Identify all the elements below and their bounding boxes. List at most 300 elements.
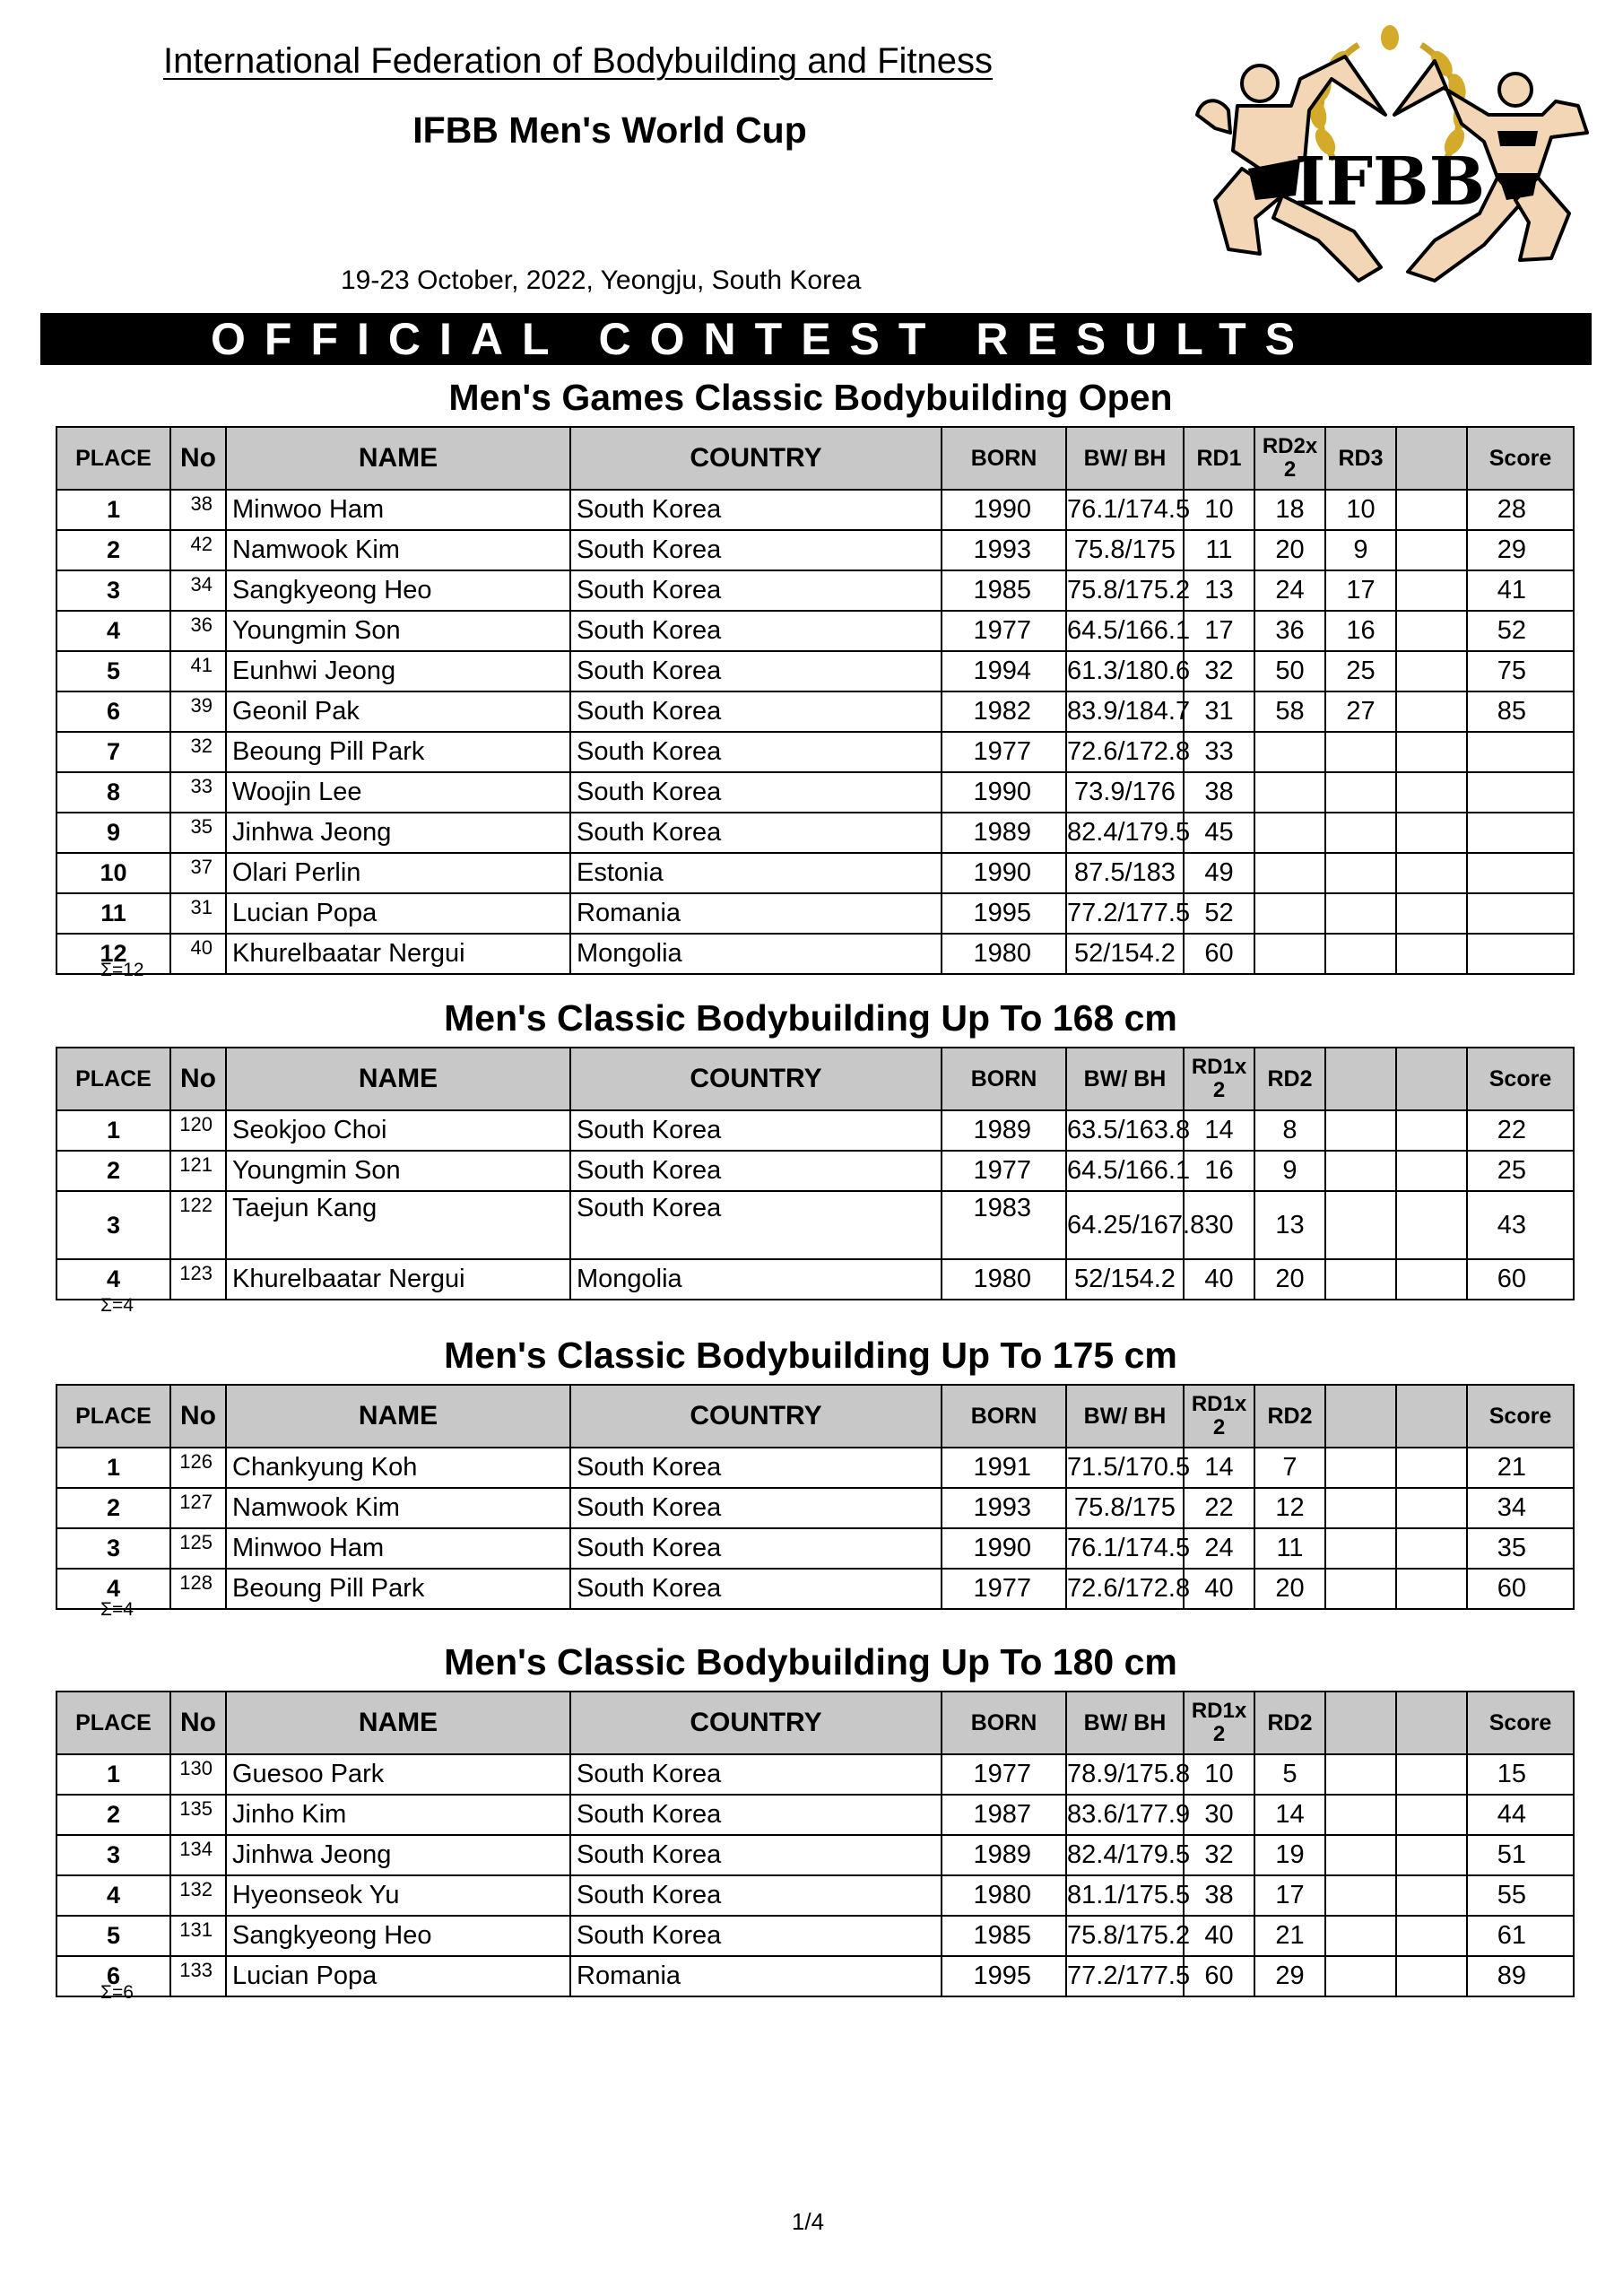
cell-born: 1993 — [942, 1488, 1066, 1528]
cell-round-4 — [1396, 1448, 1467, 1488]
category-title: Men's Classic Bodybuilding Up To 175 cm — [444, 1335, 1177, 1376]
cell-score: 22 — [1467, 1110, 1574, 1151]
category-title: Men's Games Classic Bodybuilding Open — [448, 377, 1173, 418]
cell-born: 1990 — [942, 490, 1066, 530]
cell-place: 8 — [56, 772, 170, 813]
cell-round-2: 7 — [1254, 1448, 1325, 1488]
cell-score — [1467, 813, 1574, 853]
cell-no: 33 — [170, 772, 226, 813]
cell-name: Woojin Lee — [226, 772, 570, 813]
cell-place: 1 — [56, 1754, 170, 1795]
cell-round-1: 31 — [1184, 691, 1254, 732]
page-number: 1/4 — [791, 2208, 825, 2235]
cell-round-3 — [1325, 893, 1396, 934]
cell-country: South Korea — [570, 691, 942, 732]
cell-place: 4 — [56, 1875, 170, 1916]
cell-place: 2 — [56, 530, 170, 570]
cell-round-4 — [1396, 1795, 1467, 1835]
cell-round-3 — [1325, 1259, 1396, 1300]
cell-name: Olari Perlin — [226, 853, 570, 893]
cell-no: 132 — [170, 1875, 226, 1916]
cell-name: Khurelbaatar Nergui — [226, 1259, 570, 1300]
cell-round-3 — [1325, 1956, 1396, 1996]
table-row — [56, 1875, 1574, 1916]
cell-round-2: 58 — [1254, 691, 1325, 732]
cell-round-1: 10 — [1184, 490, 1254, 530]
cell-country: South Korea — [570, 1795, 942, 1835]
cell-round-1: 40 — [1184, 1916, 1254, 1956]
cell-bwbh: 87.5/183 — [1066, 853, 1184, 893]
competitor-count: Σ=12 — [100, 960, 144, 980]
cell-no: 38 — [170, 490, 226, 530]
cell-score — [1467, 853, 1574, 893]
cell-round-2: 17 — [1254, 1875, 1325, 1916]
cell-round-2: 18 — [1254, 490, 1325, 530]
cell-round-1: 32 — [1184, 651, 1254, 691]
cell-no: 122 — [170, 1191, 226, 1259]
cell-round-3 — [1325, 1795, 1396, 1835]
cell-round-2: 20 — [1254, 1569, 1325, 1609]
col-round-2: RD2 — [1254, 1048, 1325, 1110]
table-row — [56, 1110, 1574, 1151]
col-name: NAME — [226, 1385, 570, 1448]
col-name: NAME — [226, 427, 570, 490]
cell-bwbh: 52/154.2 — [1066, 1259, 1184, 1300]
cell-round-2: 21 — [1254, 1916, 1325, 1956]
cell-no: 35 — [170, 813, 226, 853]
col-round-1: RD1x 2 — [1184, 1048, 1254, 1110]
cell-round-2: 50 — [1254, 651, 1325, 691]
table-row — [56, 490, 1574, 530]
cell-place: 4 — [56, 1259, 170, 1300]
cell-round-3 — [1325, 1110, 1396, 1151]
cell-round-1: 52 — [1184, 893, 1254, 934]
cell-no: 34 — [170, 570, 226, 611]
cell-name: Namwook Kim — [226, 530, 570, 570]
cell-score: 75 — [1467, 651, 1574, 691]
cell-bwbh: 75.8/175.2 — [1066, 570, 1184, 611]
col-bwbh: BW/ BH — [1066, 1385, 1184, 1448]
cell-score: 89 — [1467, 1956, 1574, 1996]
cell-place: 11 — [56, 893, 170, 934]
cell-score: 34 — [1467, 1488, 1574, 1528]
cell-bwbh: 83.9/184.7 — [1066, 691, 1184, 732]
table-row — [56, 772, 1574, 813]
table-row — [56, 1448, 1574, 1488]
table-row — [56, 1488, 1574, 1528]
col-country: COUNTRY — [570, 427, 942, 490]
ifbb-logo-text: IFBB — [1294, 144, 1486, 221]
cell-round-2: 20 — [1254, 1259, 1325, 1300]
cell-round-3: 27 — [1325, 691, 1396, 732]
cell-place: 5 — [56, 1916, 170, 1956]
cell-round-3 — [1325, 1448, 1396, 1488]
table-row — [56, 530, 1574, 570]
cell-round-1: 33 — [1184, 732, 1254, 772]
cell-country: South Korea — [570, 611, 942, 651]
cell-round-4 — [1396, 1569, 1467, 1609]
cell-name: Beoung Pill Park — [226, 732, 570, 772]
cell-name: Youngmin Son — [226, 1151, 570, 1191]
cell-bwbh: 75.8/175 — [1066, 1488, 1184, 1528]
col-score: Score — [1467, 1385, 1574, 1448]
cell-round-1: 24 — [1184, 1528, 1254, 1569]
col-round-3 — [1325, 1385, 1396, 1448]
cell-round-1: 60 — [1184, 1956, 1254, 1996]
cell-no: 120 — [170, 1110, 226, 1151]
cell-round-4 — [1396, 853, 1467, 893]
cell-round-2: 8 — [1254, 1110, 1325, 1151]
col-round-3: RD3 — [1325, 427, 1396, 490]
col-bwbh: BW/ BH — [1066, 1048, 1184, 1110]
table-row — [56, 1569, 1574, 1609]
cell-round-1: 38 — [1184, 1875, 1254, 1916]
col-country: COUNTRY — [570, 1385, 942, 1448]
cell-round-2 — [1254, 853, 1325, 893]
cell-round-4 — [1396, 651, 1467, 691]
cell-round-3: 25 — [1325, 651, 1396, 691]
cell-no: 135 — [170, 1795, 226, 1835]
table-row — [56, 934, 1574, 974]
table-row — [56, 853, 1574, 893]
col-place: PLACE — [56, 1692, 170, 1754]
col-country: COUNTRY — [570, 1692, 942, 1754]
cell-bwbh: 64.5/166.1 — [1066, 611, 1184, 651]
cell-round-4 — [1396, 813, 1467, 853]
cell-round-2 — [1254, 772, 1325, 813]
table-row — [56, 570, 1574, 611]
col-born: BORN — [942, 1048, 1066, 1110]
col-country: COUNTRY — [570, 1048, 942, 1110]
cell-round-4 — [1396, 1528, 1467, 1569]
cell-name: Lucian Popa — [226, 1956, 570, 1996]
col-no: No — [170, 1692, 226, 1754]
col-born: BORN — [942, 427, 1066, 490]
col-name: NAME — [226, 1048, 570, 1110]
cell-round-3 — [1325, 1916, 1396, 1956]
cell-country: South Korea — [570, 1835, 942, 1875]
table-header-row — [56, 427, 1574, 490]
cell-round-4 — [1396, 1110, 1467, 1151]
cell-bwbh: 82.4/179.5 — [1066, 1835, 1184, 1875]
table-row — [56, 1754, 1574, 1795]
cell-round-1: 45 — [1184, 813, 1254, 853]
cell-no: 134 — [170, 1835, 226, 1875]
cell-round-2: 20 — [1254, 530, 1325, 570]
cell-place: 4 — [56, 1569, 170, 1609]
cell-bwbh: 71.5/170.5 — [1066, 1448, 1184, 1488]
cell-country: Mongolia — [570, 1259, 942, 1300]
cell-round-4 — [1396, 1151, 1467, 1191]
cell-no: 126 — [170, 1448, 226, 1488]
cell-round-3 — [1325, 853, 1396, 893]
cell-round-2: 14 — [1254, 1795, 1325, 1835]
cell-place: 2 — [56, 1151, 170, 1191]
cell-born: 1983 — [942, 1191, 1066, 1259]
cell-born: 1982 — [942, 691, 1066, 732]
cell-score: 25 — [1467, 1151, 1574, 1191]
col-born: BORN — [942, 1692, 1066, 1754]
cell-born: 1993 — [942, 530, 1066, 570]
cell-bwbh: 64.5/166.1 — [1066, 1151, 1184, 1191]
cell-bwbh: 82.4/179.5 — [1066, 813, 1184, 853]
cell-place: 3 — [56, 1191, 170, 1259]
table-row — [56, 611, 1574, 651]
table-row — [56, 1191, 1574, 1259]
competitor-count: Σ=4 — [100, 1295, 134, 1316]
cell-score — [1467, 732, 1574, 772]
cell-round-1: 40 — [1184, 1259, 1254, 1300]
cell-round-1: 10 — [1184, 1754, 1254, 1795]
cell-bwbh: 64.25/167.8 — [1066, 1191, 1184, 1259]
cell-name: Jinhwa Jeong — [226, 813, 570, 853]
col-round-1: RD1x 2 — [1184, 1692, 1254, 1754]
cell-bwbh: 72.6/172.8 — [1066, 1569, 1184, 1609]
cell-score: 21 — [1467, 1448, 1574, 1488]
cell-round-4 — [1396, 1875, 1467, 1916]
cell-place: 4 — [56, 611, 170, 651]
cell-score — [1467, 772, 1574, 813]
cell-round-2 — [1254, 732, 1325, 772]
cell-round-3 — [1325, 934, 1396, 974]
col-round-1: RD1 — [1184, 427, 1254, 490]
results-table — [56, 1691, 1575, 1997]
cell-born: 1985 — [942, 1916, 1066, 1956]
table-row — [56, 651, 1574, 691]
col-name: NAME — [226, 1692, 570, 1754]
cell-no: 40 — [170, 934, 226, 974]
cell-round-3 — [1325, 1835, 1396, 1875]
cell-round-4 — [1396, 1191, 1467, 1259]
cell-country: South Korea — [570, 1151, 942, 1191]
official-results-banner: OFFICIAL CONTEST RESULTS — [40, 313, 1592, 365]
table-row — [56, 1956, 1574, 1996]
cell-score: 61 — [1467, 1916, 1574, 1956]
cell-place: 6 — [56, 1956, 170, 1996]
cell-country: South Korea — [570, 732, 942, 772]
cell-score — [1467, 934, 1574, 974]
cell-round-3: 9 — [1325, 530, 1396, 570]
cell-round-3 — [1325, 732, 1396, 772]
cell-country: South Korea — [570, 1569, 942, 1609]
cell-round-3 — [1325, 1754, 1396, 1795]
cell-place: 3 — [56, 1835, 170, 1875]
cell-score: 85 — [1467, 691, 1574, 732]
cell-round-2: 11 — [1254, 1528, 1325, 1569]
cell-bwbh: 72.6/172.8 — [1066, 732, 1184, 772]
cell-name: Lucian Popa — [226, 893, 570, 934]
cell-no: 37 — [170, 853, 226, 893]
cell-country: Estonia — [570, 853, 942, 893]
cell-country: Mongolia — [570, 934, 942, 974]
cell-round-3: 17 — [1325, 570, 1396, 611]
cell-round-2: 13 — [1254, 1191, 1325, 1259]
cell-round-2: 5 — [1254, 1754, 1325, 1795]
cell-round-2 — [1254, 934, 1325, 974]
cell-place: 7 — [56, 732, 170, 772]
cell-round-4 — [1396, 934, 1467, 974]
col-round-4 — [1396, 1048, 1467, 1110]
cell-score: 15 — [1467, 1754, 1574, 1795]
cell-born: 1995 — [942, 893, 1066, 934]
cell-round-4 — [1396, 1488, 1467, 1528]
cell-name: Guesoo Park — [226, 1754, 570, 1795]
cell-round-2: 24 — [1254, 570, 1325, 611]
cell-bwbh: 76.1/174.5 — [1066, 1528, 1184, 1569]
cell-score: 52 — [1467, 611, 1574, 651]
cell-bwbh: 73.9/176 — [1066, 772, 1184, 813]
cell-born: 1977 — [942, 1569, 1066, 1609]
col-round-2: RD2 — [1254, 1692, 1325, 1754]
cell-round-4 — [1396, 732, 1467, 772]
col-no: No — [170, 427, 226, 490]
cell-bwbh: 83.6/177.9 — [1066, 1795, 1184, 1835]
cell-country: Romania — [570, 1956, 942, 1996]
cell-country: South Korea — [570, 530, 942, 570]
cell-country: South Korea — [570, 1875, 942, 1916]
cell-score: 28 — [1467, 490, 1574, 530]
cell-score: 60 — [1467, 1569, 1574, 1609]
cell-born: 1989 — [942, 813, 1066, 853]
cell-round-1: 16 — [1184, 1151, 1254, 1191]
cell-born: 1990 — [942, 772, 1066, 813]
cell-no: 125 — [170, 1528, 226, 1569]
table-row — [56, 1795, 1574, 1835]
cell-name: Youngmin Son — [226, 611, 570, 651]
cell-place: 1 — [56, 490, 170, 530]
col-round-3 — [1325, 1048, 1396, 1110]
cell-name: Taejun Kang — [226, 1191, 570, 1259]
cell-born: 1985 — [942, 570, 1066, 611]
cell-place: 3 — [56, 570, 170, 611]
cell-round-3 — [1325, 813, 1396, 853]
cell-round-1: 30 — [1184, 1191, 1254, 1259]
cell-born: 1990 — [942, 1528, 1066, 1569]
cell-place: 9 — [56, 813, 170, 853]
category-title: Men's Classic Bodybuilding Up To 168 cm — [444, 997, 1177, 1039]
cell-name: Minwoo Ham — [226, 490, 570, 530]
cell-round-1: 40 — [1184, 1569, 1254, 1609]
cell-round-3 — [1325, 1875, 1396, 1916]
cell-round-1: 13 — [1184, 570, 1254, 611]
table-row — [56, 691, 1574, 732]
cell-born: 1980 — [942, 934, 1066, 974]
cell-country: South Korea — [570, 1110, 942, 1151]
cell-bwbh: 77.2/177.5 — [1066, 893, 1184, 934]
results-table — [56, 1047, 1575, 1300]
cell-round-2: 9 — [1254, 1151, 1325, 1191]
col-round-1: RD1x 2 — [1184, 1385, 1254, 1448]
cell-round-1: 30 — [1184, 1795, 1254, 1835]
ifbb-logo — [1175, 25, 1605, 312]
cell-round-4 — [1396, 1259, 1467, 1300]
cell-score: 60 — [1467, 1259, 1574, 1300]
col-round-4 — [1396, 427, 1467, 490]
cell-born: 1977 — [942, 611, 1066, 651]
cell-round-1: 14 — [1184, 1110, 1254, 1151]
cell-born: 1989 — [942, 1835, 1066, 1875]
cell-no: 39 — [170, 691, 226, 732]
cell-no: 128 — [170, 1569, 226, 1609]
col-score: Score — [1467, 1692, 1574, 1754]
col-score: Score — [1467, 1048, 1574, 1110]
cell-name: Sangkyeong Heo — [226, 570, 570, 611]
cell-score: 29 — [1467, 530, 1574, 570]
cell-bwbh: 63.5/163.8 — [1066, 1110, 1184, 1151]
cell-round-3: 10 — [1325, 490, 1396, 530]
col-round-2: RD2x 2 — [1254, 427, 1325, 490]
cell-round-2: 19 — [1254, 1835, 1325, 1875]
cell-country: South Korea — [570, 1528, 942, 1569]
cell-born: 1977 — [942, 1754, 1066, 1795]
cell-born: 1995 — [942, 1956, 1066, 1996]
cell-country: South Korea — [570, 1448, 942, 1488]
cell-round-2: 12 — [1254, 1488, 1325, 1528]
table-row — [56, 893, 1574, 934]
cell-round-4 — [1396, 530, 1467, 570]
cell-country: South Korea — [570, 570, 942, 611]
table-row — [56, 1528, 1574, 1569]
cell-round-1: 22 — [1184, 1488, 1254, 1528]
col-round-4 — [1396, 1385, 1467, 1448]
cell-country: South Korea — [570, 490, 942, 530]
table-header-row — [56, 1048, 1574, 1110]
cell-name: Eunhwi Jeong — [226, 651, 570, 691]
cell-country: South Korea — [570, 1754, 942, 1795]
cell-country: South Korea — [570, 772, 942, 813]
cell-name: Seokjoo Choi — [226, 1110, 570, 1151]
cell-place: 2 — [56, 1795, 170, 1835]
table-row — [56, 1259, 1574, 1300]
cell-no: 31 — [170, 893, 226, 934]
cell-born: 1980 — [942, 1875, 1066, 1916]
cell-name: Jinho Kim — [226, 1795, 570, 1835]
table-row — [56, 1835, 1574, 1875]
competitor-count: Σ=4 — [100, 1599, 134, 1620]
cell-born: 1994 — [942, 651, 1066, 691]
cell-place: 1 — [56, 1110, 170, 1151]
col-bwbh: BW/ BH — [1066, 1692, 1184, 1754]
col-bwbh: BW/ BH — [1066, 427, 1184, 490]
cell-round-2 — [1254, 893, 1325, 934]
cell-round-3 — [1325, 1151, 1396, 1191]
cell-place: 3 — [56, 1528, 170, 1569]
cell-score: 51 — [1467, 1835, 1574, 1875]
cell-place: 1 — [56, 1448, 170, 1488]
cell-country: South Korea — [570, 1191, 942, 1259]
cell-score: 44 — [1467, 1795, 1574, 1835]
cell-score — [1467, 893, 1574, 934]
organization-title: International Federation of Bodybuilding and Fitness — [163, 41, 994, 81]
cell-born: 1991 — [942, 1448, 1066, 1488]
cell-no: 131 — [170, 1916, 226, 1956]
cell-country: South Korea — [570, 651, 942, 691]
table-row — [56, 732, 1574, 772]
cell-country: South Korea — [570, 1488, 942, 1528]
cell-round-4 — [1396, 1835, 1467, 1875]
cell-round-3 — [1325, 772, 1396, 813]
cell-no: 127 — [170, 1488, 226, 1528]
cell-place: 12 — [56, 934, 170, 974]
cell-name: Chankyung Koh — [226, 1448, 570, 1488]
cell-no: 133 — [170, 1956, 226, 1996]
cell-born: 1980 — [942, 1259, 1066, 1300]
cell-bwbh: 75.8/175 — [1066, 530, 1184, 570]
cell-bwbh: 52/154.2 — [1066, 934, 1184, 974]
category-title: Men's Classic Bodybuilding Up To 180 cm — [444, 1641, 1177, 1683]
cell-round-4 — [1396, 1916, 1467, 1956]
table-row — [56, 1151, 1574, 1191]
